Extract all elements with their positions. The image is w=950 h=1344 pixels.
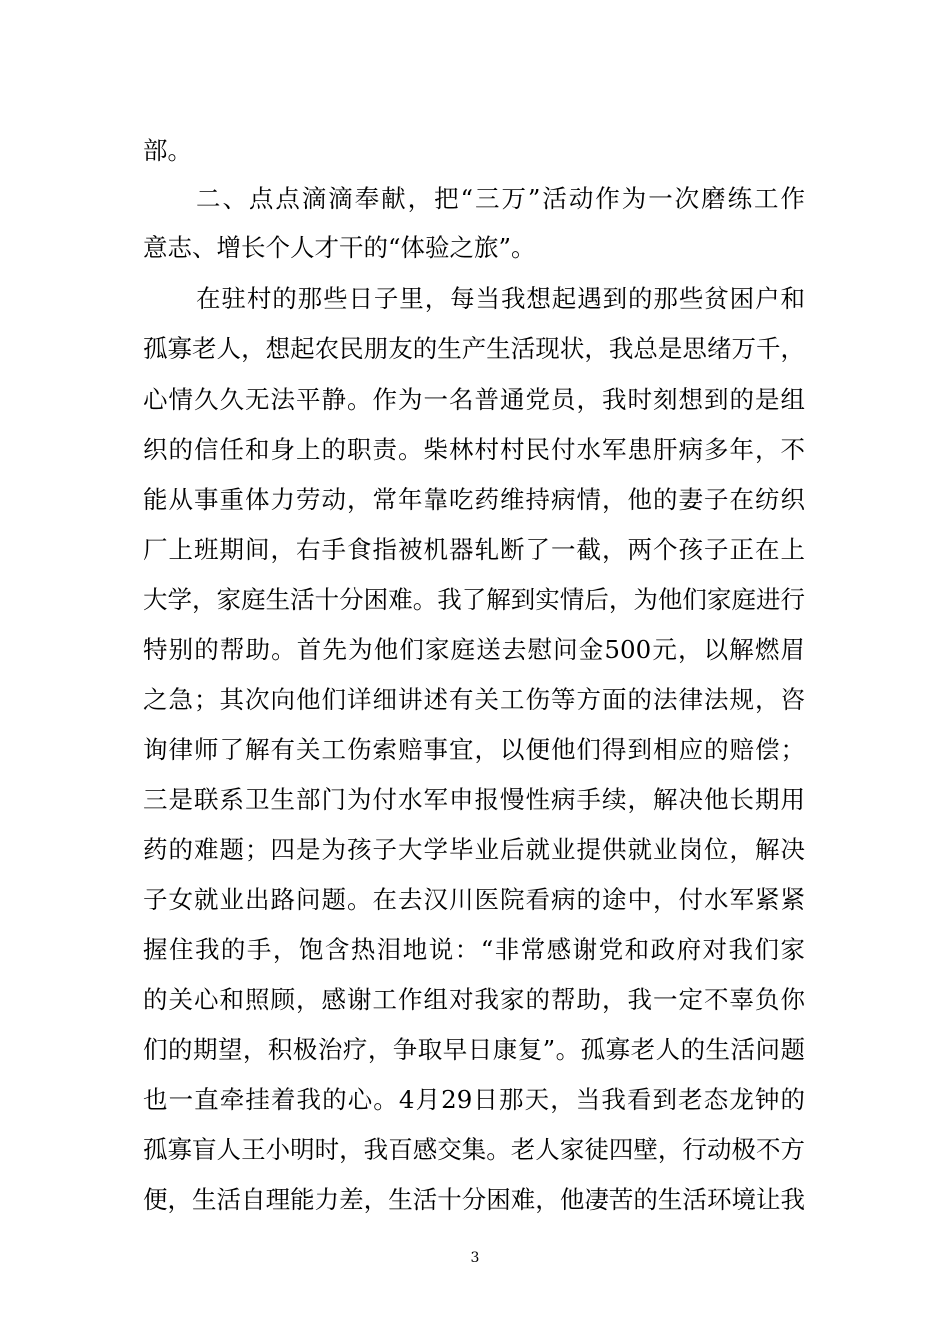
text-line: 便，生活自理能力差，生活十分困难，他凄苦的生活环境让我 [143, 1185, 805, 1214]
section-heading-line: 意志、增长个人才干的“体验之旅”。 [143, 233, 536, 262]
text-line: 特别的帮助。首先为他们家庭送去慰问金500元，以解燃眉 [143, 635, 805, 664]
text-line: 询律师了解有关工伤索赔事宜，以便他们得到相应的赔偿； [143, 735, 805, 764]
text-line: 之急；其次向他们详细讲述有关工伤等方面的法律法规，咨 [143, 685, 805, 714]
section-heading-line: 二、点点滴滴奉献，把“三万”活动作为一次磨练工作 [196, 184, 805, 213]
text-line: 心情久久无法平静。作为一名普通党员，我时刻想到的是组 [143, 385, 805, 414]
text-line: 孤寡老人，想起农民朋友的生产生活现状，我总是思绪万千， [143, 334, 805, 363]
text-line: 子女就业出路问题。在去汉川医院看病的途中，付水军紧紧 [143, 885, 805, 914]
page-number: 3 [470, 1250, 480, 1266]
text-line: 三是联系卫生部门为付水军申报慢性病手续，解决他长期用 [143, 785, 805, 814]
text-line: 大学，家庭生活十分困难。我了解到实情后，为他们家庭进行 [143, 585, 805, 614]
text-line: 能从事重体力劳动，常年靠吃药维持病情，他的妻子在纺织 [143, 485, 805, 514]
text-line: 织的信任和身上的职责。柴林村村民付水军患肝病多年，不 [143, 435, 805, 464]
text-line: 们的期望，积极治疗，争取早日康复”。孤寡老人的生活问题 [143, 1035, 805, 1064]
text-line: 厂上班期间，右手食指被机器轧断了一截，两个孩子正在上 [143, 535, 805, 564]
text-line: 在驻村的那些日子里，每当我想起遇到的那些贫困户和 [196, 284, 805, 313]
text-line: 部。 [143, 136, 192, 165]
text-line: 药的难题；四是为孩子大学毕业后就业提供就业岗位，解决 [143, 835, 805, 864]
text-line: 孤寡盲人王小明时，我百感交集。老人家徒四壁，行动极不方 [143, 1135, 805, 1164]
text-line: 的关心和照顾，感谢工作组对我家的帮助，我一定不辜负你 [143, 985, 805, 1014]
text-line: 也一直牵挂着我的心。4月29日那天，当我看到老态龙钟的 [143, 1085, 805, 1114]
text-line: 握住我的手，饱含热泪地说：“非常感谢党和政府对我们家 [143, 935, 805, 964]
